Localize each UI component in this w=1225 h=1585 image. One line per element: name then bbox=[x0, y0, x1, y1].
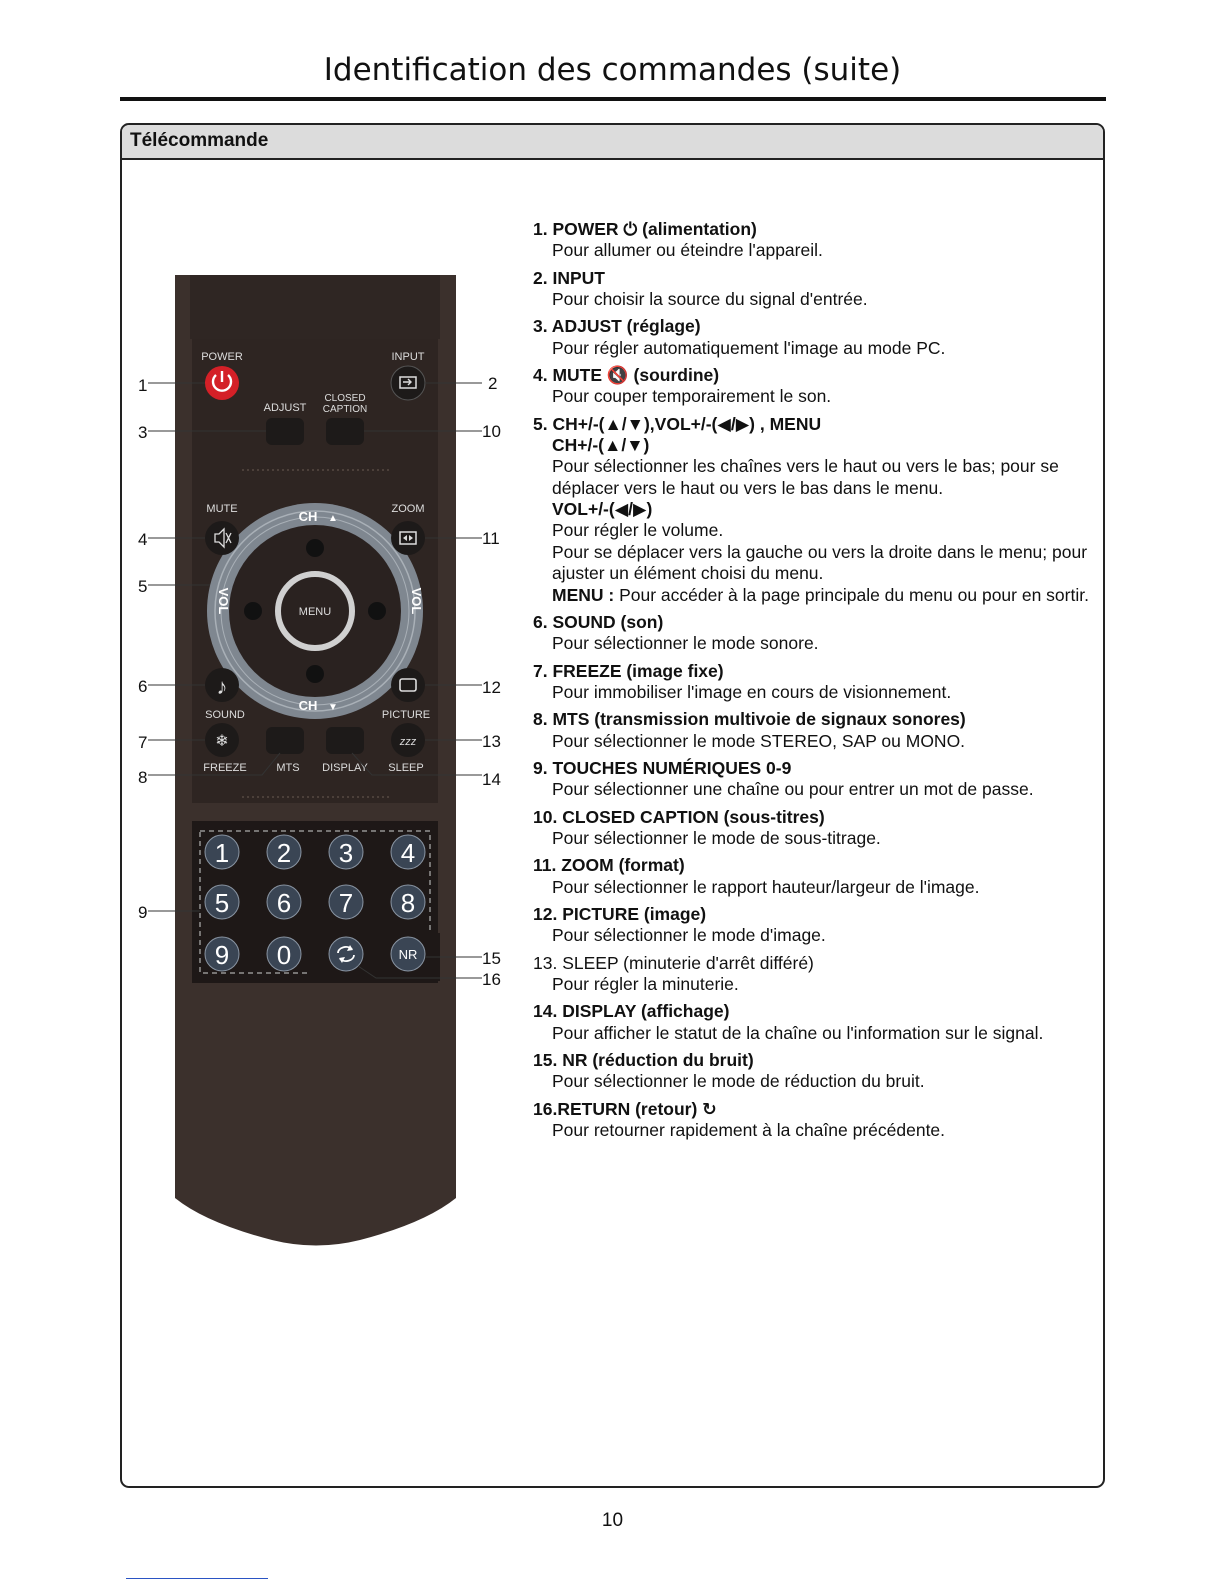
mts-button[interactable] bbox=[266, 727, 304, 754]
digit-button-7[interactable] bbox=[329, 885, 363, 919]
display-label: DISPLAY bbox=[322, 762, 368, 774]
mute-label: MUTE bbox=[206, 503, 238, 515]
section-title: Télécommande bbox=[130, 130, 269, 151]
menu-label: MENU bbox=[298, 606, 332, 618]
digit-button-2[interactable] bbox=[267, 835, 301, 869]
nr-label: NR bbox=[398, 947, 418, 962]
desc-item-power: 1. POWER ⏻ (alimentation) Pour allumer ou éteindre l'appareil. bbox=[533, 219, 823, 261]
freeze-button[interactable] bbox=[205, 723, 239, 757]
callout-15: 15 bbox=[482, 949, 501, 968]
remote-top-cap bbox=[190, 275, 440, 339]
desc-item-freeze: 7. FREEZE (image fixe) Pour immobiliser l'image en cours de visionnement. bbox=[533, 660, 952, 702]
callout-16: 16 bbox=[482, 970, 501, 989]
digit-button-1[interactable] bbox=[205, 835, 239, 869]
desc-item-adjust: 3. ADJUST (réglage) Pour régler automatiquement l'image au mode PC. bbox=[533, 316, 946, 358]
callout-5: 5 bbox=[138, 577, 148, 596]
title-rule bbox=[120, 97, 1106, 101]
snowflake-icon: ❄ bbox=[215, 733, 229, 750]
ch-down-label: CH bbox=[298, 698, 318, 713]
ch-up-arrow: ▲ bbox=[328, 513, 338, 524]
vol-plus-label: VOL bbox=[409, 587, 424, 615]
callout-14: 14 bbox=[482, 770, 501, 789]
page-number: 10 bbox=[601, 1510, 624, 1531]
description-list bbox=[533, 219, 1093, 1147]
callout-11: 11 bbox=[482, 529, 500, 548]
svg-text:6: 6 bbox=[276, 888, 292, 918]
callout-7: 7 bbox=[138, 733, 148, 752]
return-button[interactable] bbox=[329, 937, 363, 971]
digit-button-9[interactable] bbox=[205, 937, 239, 971]
svg-text:4: 4 bbox=[400, 838, 416, 868]
picture-label: PICTURE bbox=[381, 709, 431, 721]
svg-text:9: 9 bbox=[214, 940, 230, 970]
adjust-label: ADJUST bbox=[263, 402, 307, 414]
picture-button[interactable] bbox=[391, 668, 425, 702]
input-label: INPUT bbox=[391, 351, 425, 363]
desc-item-closed-caption: 10. CLOSED CAPTION (sous-titres) Pour sélectionner le mode de sous-titrage. bbox=[533, 806, 881, 848]
ch-up-button[interactable] bbox=[306, 539, 324, 557]
closed-caption-label-2: CAPTION bbox=[322, 404, 368, 415]
zoom-button[interactable] bbox=[391, 521, 425, 555]
desc-item-digits: 9. TOUCHES NUMÉRIQUES 0-9 Pour sélectionner une chaîne ou pour entrer un mot de passe. bbox=[533, 757, 1034, 800]
desc-item-mts: 8. MTS (transmission multivoie de signaux sonores) Pour sélectionner le mode STEREO, SAP ou MONO. bbox=[533, 709, 966, 751]
svg-text:0: 0 bbox=[276, 940, 292, 970]
desc-item-navigation: 5. CH+/-(▲/▼),VOL+/-(◀/▶) , MENU CH+/-(▲/▼) Pour sélectionner les chaînes vers le haut ou vers le bas; pour se déplacer vers le haut ou vers le bas dans le menu. VOL+/-(◀/▶) Pour régler le volume. Pour se déplacer vers la gauche ou vers la droite dans le menu; pour ajuster un élément choisi du menu. MENU : Pour accéder à la page principale du menu ou pour en sortir. bbox=[533, 413, 1089, 605]
desc-item-zoom: 11. ZOOM (format) Pour sélectionner le rapport hauteur/largeur de l'image. bbox=[533, 855, 980, 897]
sleep-button[interactable] bbox=[391, 723, 425, 757]
page-title: Identification des commandes (suite) bbox=[323, 52, 902, 88]
svg-text:5: 5 bbox=[214, 888, 230, 918]
closed-caption-label-1: CLOSED bbox=[324, 393, 366, 404]
bottom-rule bbox=[126, 1578, 268, 1579]
mts-label: MTS bbox=[276, 762, 300, 774]
desc-item-input: 2. INPUT Pour choisir la source du signal d'entrée. bbox=[533, 267, 868, 310]
callout-6: 6 bbox=[138, 677, 148, 696]
sleep-label: SLEEP bbox=[388, 762, 424, 774]
desc-item-display: 14. DISPLAY (affichage) Pour afficher le statut de la chaîne ou l'information sur le signal. bbox=[533, 1001, 1044, 1043]
digit-button-3[interactable] bbox=[329, 835, 363, 869]
sound-button[interactable] bbox=[205, 668, 239, 702]
display-button[interactable] bbox=[326, 727, 364, 754]
power-button[interactable] bbox=[205, 366, 239, 400]
power-label: POWER bbox=[201, 351, 243, 363]
callout-10: 10 bbox=[482, 422, 501, 441]
desc-item-picture: 12. PICTURE (image) Pour sélectionner le mode d'image. bbox=[533, 903, 826, 946]
digit-button-6[interactable] bbox=[267, 885, 301, 919]
callout-12: 12 bbox=[482, 678, 501, 697]
callout-3: 3 bbox=[138, 423, 148, 442]
callout-2: 2 bbox=[488, 374, 498, 393]
vol-minus-button[interactable] bbox=[244, 602, 262, 620]
callout-1: 1 bbox=[138, 376, 148, 395]
mute-button[interactable] bbox=[205, 521, 239, 555]
ch-down-arrow: ▼ bbox=[328, 702, 338, 713]
freeze-label: FREEZE bbox=[203, 762, 247, 774]
vol-minus-label: VOL bbox=[216, 587, 231, 615]
ch-down-button[interactable] bbox=[306, 665, 324, 683]
callout-4: 4 bbox=[138, 530, 148, 549]
callout-9: 9 bbox=[138, 903, 148, 922]
desc-item-mute: 4. MUTE 🔇 (sourdine) Pour couper temporairement le son. bbox=[533, 365, 832, 407]
digit-button-0[interactable] bbox=[267, 937, 301, 971]
svg-text:3: 3 bbox=[338, 838, 354, 868]
digit-button-4[interactable] bbox=[391, 835, 425, 869]
zoom-label: ZOOM bbox=[391, 503, 425, 515]
sound-label: SOUND bbox=[205, 709, 245, 721]
desc-item-sound: 6. SOUND (son) Pour sélectionner le mode sonore. bbox=[533, 611, 819, 654]
sleep-zzz-icon: zzz bbox=[399, 736, 417, 748]
vol-plus-button[interactable] bbox=[368, 602, 386, 620]
nr-button[interactable] bbox=[391, 937, 425, 971]
svg-text:7: 7 bbox=[338, 888, 354, 918]
digit-button-8[interactable] bbox=[391, 885, 425, 919]
callout-8: 8 bbox=[138, 768, 148, 787]
svg-text:1: 1 bbox=[214, 838, 230, 868]
digit-button-5[interactable] bbox=[205, 885, 239, 919]
adjust-button[interactable] bbox=[266, 418, 304, 445]
desc-item-sleep: 13. SLEEP (minuterie d'arrêt différé) Pour régler la minuterie. bbox=[533, 952, 814, 994]
closed-caption-button[interactable] bbox=[326, 418, 364, 445]
ch-up-label: CH bbox=[298, 509, 318, 524]
svg-text:2: 2 bbox=[276, 838, 292, 868]
desc-item-nr: 15. NR (réduction du bruit) Pour sélectionner le mode de réduction du bruit. bbox=[533, 1050, 925, 1092]
music-note-icon: ♪ bbox=[216, 674, 228, 699]
desc-item-return: 16.RETURN (retour) ↻ Pour retourner rapidement à la chaîne précédente. bbox=[533, 1098, 946, 1141]
callout-13: 13 bbox=[482, 732, 501, 751]
input-button[interactable] bbox=[391, 366, 425, 400]
svg-text:8: 8 bbox=[400, 888, 416, 918]
